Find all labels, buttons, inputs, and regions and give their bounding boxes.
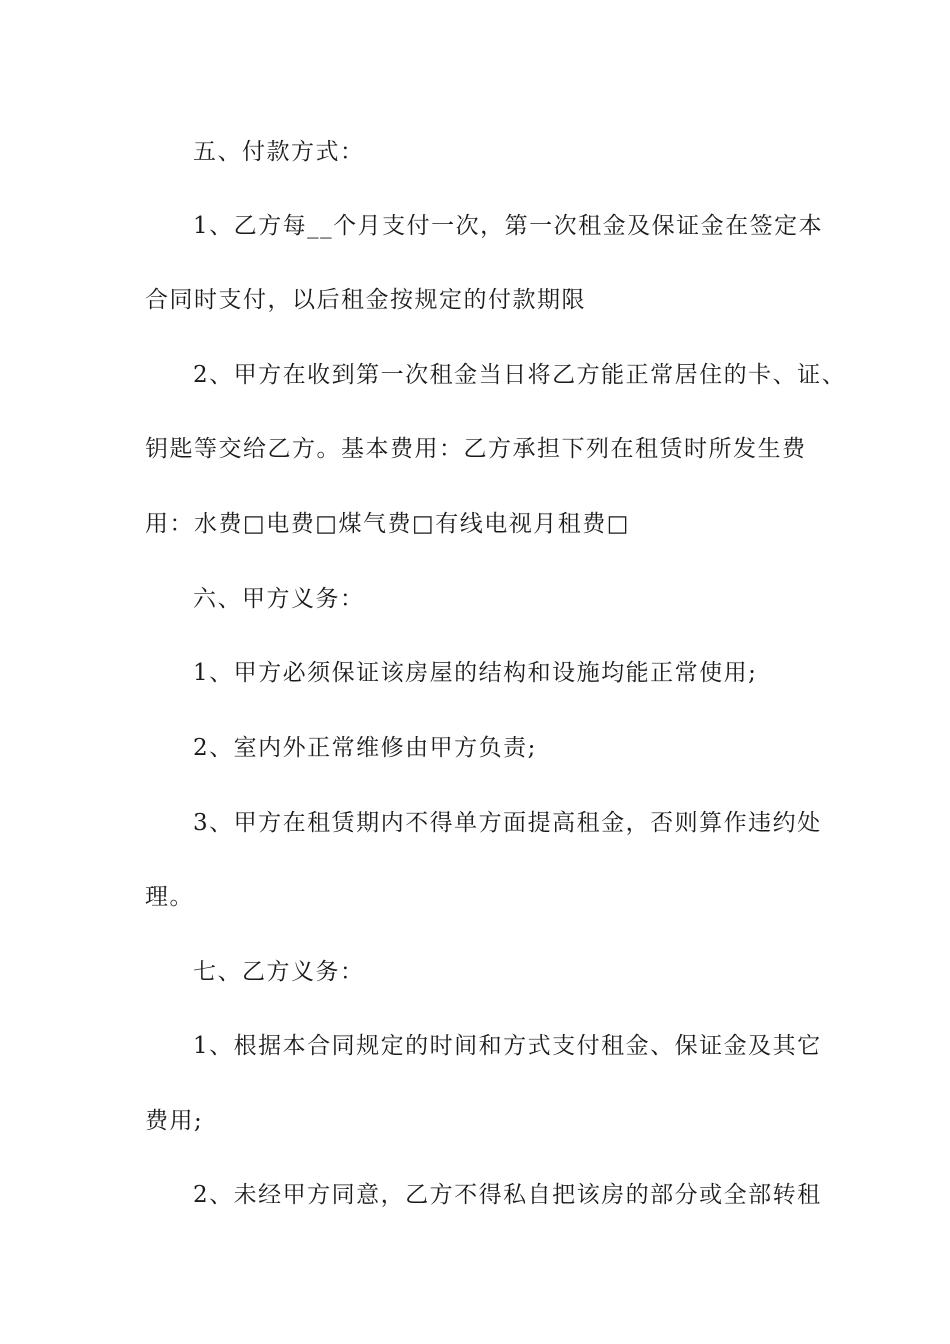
paragraph-line: 2、未经甲方同意，乙方不得私自把该房的部分或全部转租 [193,1182,822,1208]
paragraph-line: 理。 [145,884,194,910]
paragraph-line: 2、甲方在收到第一次租金当日将乙方能正常居住的卡、证、 [193,362,847,388]
paragraph-line: 1、根据本合同规定的时间和方式支付租金、保证金及其它 [193,1033,822,1059]
paragraph-line: 1、乙方每__个月支付一次，第一次租金及保证金在签定本 [193,213,824,239]
section-heading-landlord-duties: 六、甲方义务： [193,586,365,612]
paragraph-line: 2、室内外正常维修由甲方负责; [193,735,537,761]
paragraph-line: 用：水费□电费□煤气费□有线电视月租费□ [145,511,630,537]
paragraph-line: 费用; [145,1108,204,1134]
paragraph-line: 3、甲方在租赁期内不得单方面提高租金，否则算作违约处 [193,810,822,836]
section-heading-tenant-duties: 七、乙方义务： [193,959,365,985]
paragraph-line: 合同时支付，以后租金按规定的付款期限 [145,287,586,313]
paragraph-line: 钥匙等交给乙方。基本费用：乙方承担下列在租赁时所发生费 [145,436,807,462]
paragraph-line: 1、甲方必须保证该房屋的结构和设施均能正常使用; [193,660,758,686]
section-heading-payment: 五、付款方式： [193,139,365,165]
